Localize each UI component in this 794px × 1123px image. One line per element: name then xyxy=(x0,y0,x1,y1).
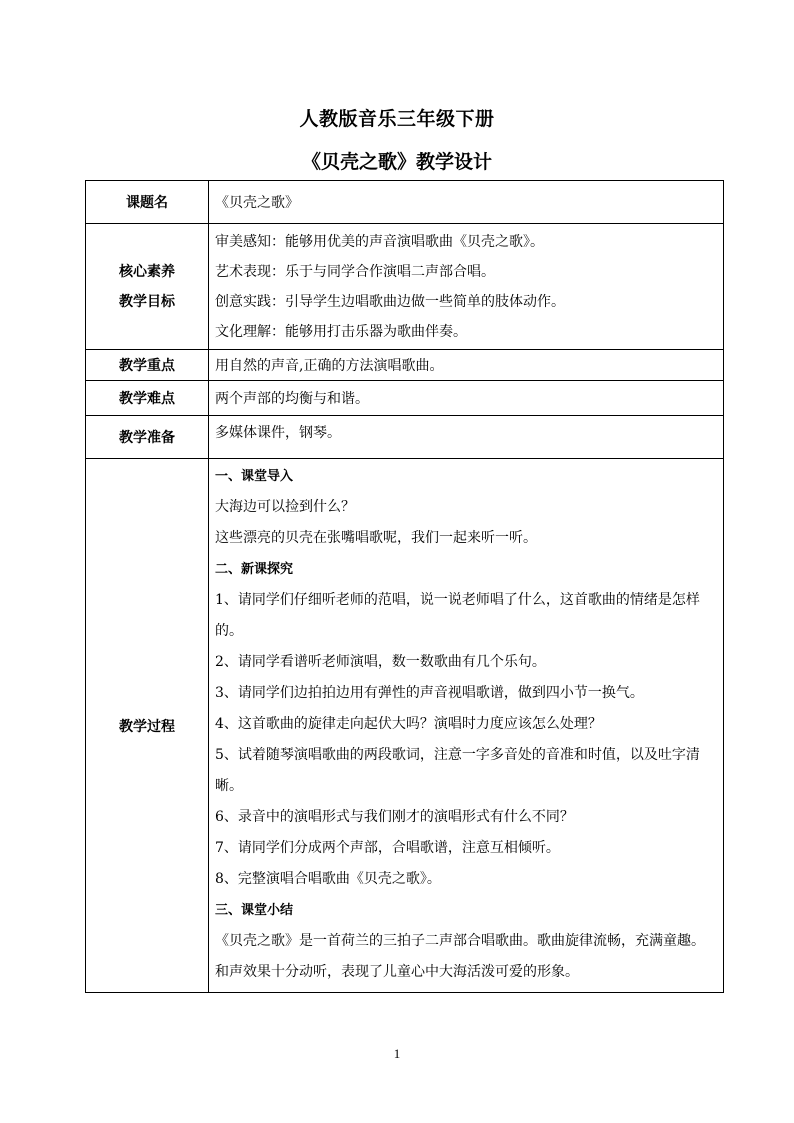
preparation-label: 教学准备 xyxy=(86,416,209,459)
preparation-row xyxy=(86,416,724,459)
topic-label: 课题名 xyxy=(86,181,209,224)
process-line: 8、完整演唱合唱歌曲《贝壳之歌》。 xyxy=(215,871,441,887)
core-item: 文化理解：能够用打击乐器为歌曲伴奏。 xyxy=(215,323,467,340)
difficulty-value: 两个声部的均衡与和谐。 xyxy=(209,381,724,416)
core-item: 创意实践：引导学生边唱歌曲边做一些简单的肢体动作。 xyxy=(215,293,565,310)
lesson-plan-table xyxy=(85,180,724,993)
process-line: 晰。 xyxy=(215,778,243,794)
process-line: 这些漂亮的贝壳在张嘴唱歌呢，我们一起来听一听。 xyxy=(215,530,537,546)
process-line: 7、请同学们分成两个声部，合唱歌谱，注意互相倾听。 xyxy=(215,840,560,856)
process-line: 大海边可以捡到什么？ xyxy=(215,499,355,515)
core-item: 审美感知：能够用优美的声音演唱歌曲《贝壳之歌》。 xyxy=(215,233,544,250)
core-item: 艺术表现：乐于与同学合作演唱二声部合唱。 xyxy=(215,263,495,280)
process-line: 和声效果十分动听，表现了儿童心中大海活泼可爱的形象。 xyxy=(215,964,579,980)
section-heading: 一、课堂导入 xyxy=(215,469,294,484)
difficulty-label: 教学难点 xyxy=(86,381,209,416)
process-line: 《贝壳之歌》是一首荷兰的三拍子二声部合唱歌曲。歌曲旋律流畅，充满童趣。 xyxy=(215,933,705,949)
process-line: 1、请同学们仔细听老师的范唱，说一说老师唱了什么，这首歌曲的情绪是怎样 xyxy=(215,592,700,608)
core-goals-value xyxy=(209,224,724,350)
section-heading: 三、课堂小结 xyxy=(215,903,294,918)
key-points-label: 教学重点 xyxy=(86,350,209,381)
process-line: 5、试着随琴演唱歌曲的两段歌词，注意一字多音处的音准和时值，以及吐字清 xyxy=(215,747,700,763)
section-heading: 二、新课探究 xyxy=(215,562,294,577)
process-label: 教学过程 xyxy=(86,459,209,993)
document-subtitle: 《贝壳之歌》教学设计 xyxy=(301,151,492,173)
page-number: 1 xyxy=(393,1046,401,1061)
topic-value: 《贝壳之歌》 xyxy=(209,181,724,224)
topic-row xyxy=(86,181,724,224)
preparation-value: 多媒体课件，钢琴。 xyxy=(209,416,724,459)
core-goals-label xyxy=(86,224,209,350)
process-line: 3、请同学们边拍拍边用有弹性的声音视唱歌谱，做到四小节一换气。 xyxy=(215,685,644,701)
document-title: 人教版音乐三年级下册 xyxy=(299,108,495,130)
process-line: 4、这首歌曲的旋律走向起伏大吗？演唱时力度应该怎么处理？ xyxy=(215,716,602,732)
core-goals-row xyxy=(86,224,724,350)
process-row xyxy=(86,459,724,993)
process-line: 6、录音中的演唱形式与我们刚才的演唱形式有什么不同？ xyxy=(215,809,574,825)
process-line: 的。 xyxy=(215,623,243,639)
key-points-row xyxy=(86,350,724,381)
difficulty-row xyxy=(86,381,724,416)
core-label-line-2: 教学目标 xyxy=(119,293,175,310)
process-value xyxy=(209,459,724,993)
key-points-value: 用自然的声音,正确的方法演唱歌曲。 xyxy=(209,350,724,381)
core-label-line-1: 核心素养 xyxy=(119,263,175,280)
process-line: 2、请同学看谱听老师演唱，数一数歌曲有几个乐句。 xyxy=(215,654,546,670)
